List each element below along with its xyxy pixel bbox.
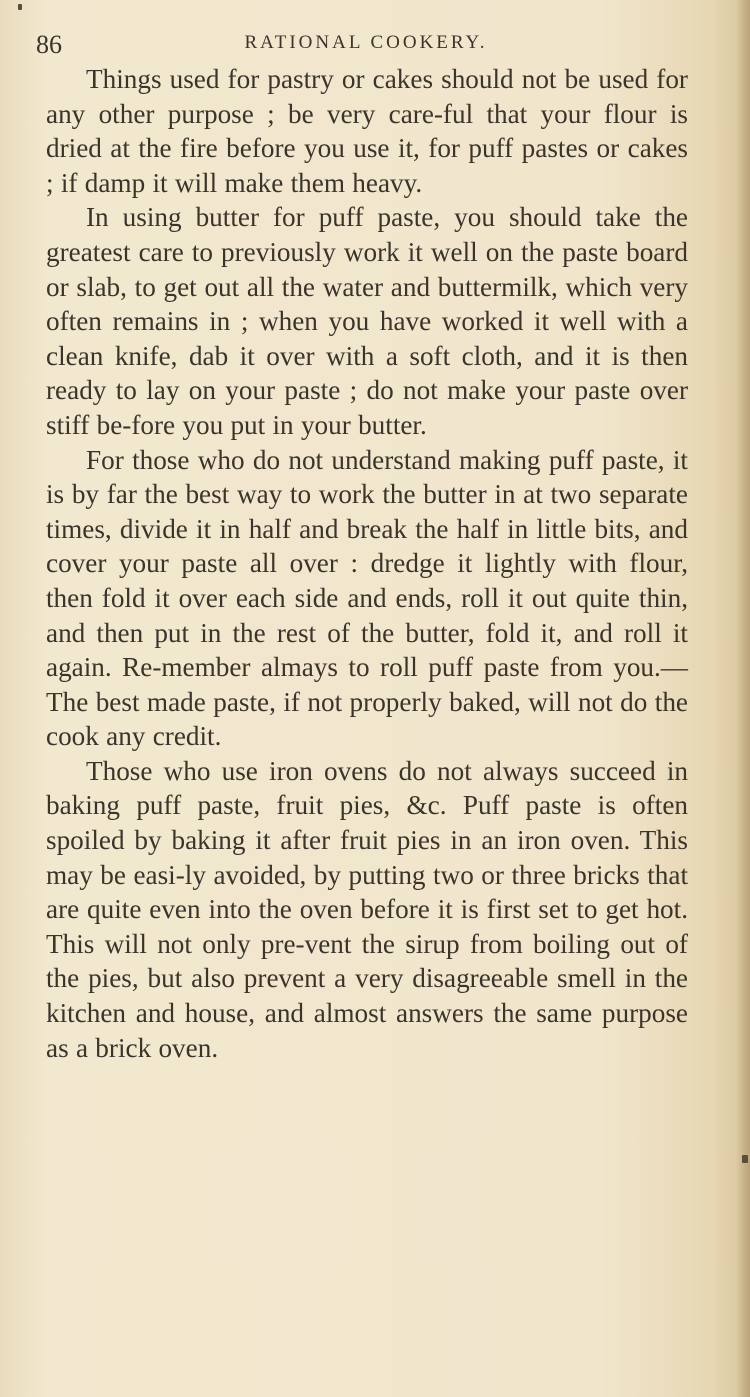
page-header xyxy=(36,24,696,64)
body-text xyxy=(46,62,688,1065)
paragraph-butter-for-puff-paste: In using butter for puff paste, you should take the greatest care to previously work it well on the paste board or slab, to get out all the water and buttermilk, which very often remains in ; when you have worked it well with a clean knife, dab it over with a soft cloth, and it is then ready to lay on your paste ; do not make your paste over stiff be-fore you put in your butter. xyxy=(46,202,688,440)
page-number: 86 xyxy=(36,30,62,59)
page-edge-shadow xyxy=(736,0,750,1397)
ink-speck xyxy=(18,4,22,10)
paragraph-pastry-utensils: Things used for pastry or cakes should not be used for any other purpose ; be very care-ful that your flour is dried at the fire before you use it, for puff pastes or cakes ; if damp it will make them heavy. xyxy=(46,64,688,198)
paragraph-making-puff-paste: For those who do not understand making puff paste, it is by far the best way to work the butter in at two separate times, divide it in half and break the half in little bits, and cover your paste all over : dredge it lightly with flour, then fold it over each side and ends, roll it out quite thin, and then put in the rest of the butter, fold it, and roll it again. Re-member almays to roll puff paste from you.— The best made paste, if not properly baked, will not do the cook any credit. xyxy=(46,444,688,752)
paragraph-iron-ovens: Those who use iron ovens do not always succeed in baking puff paste, fruit pies, &c. Puff paste is often spoiled by baking it after fruit pies in an iron oven. This may be easi-ly avoided, by putting two or three bricks that are quite even into the oven before it is first set to get hot. This will not only pre-vent the sirup from boiling out of the pies, but also prevent a very disagreeable smell in the kitchen and house, and almost answers the same purpose as a brick oven. xyxy=(46,755,688,1063)
ink-speck xyxy=(742,1155,748,1163)
running-head: RATIONAL COOKERY. xyxy=(244,32,488,53)
